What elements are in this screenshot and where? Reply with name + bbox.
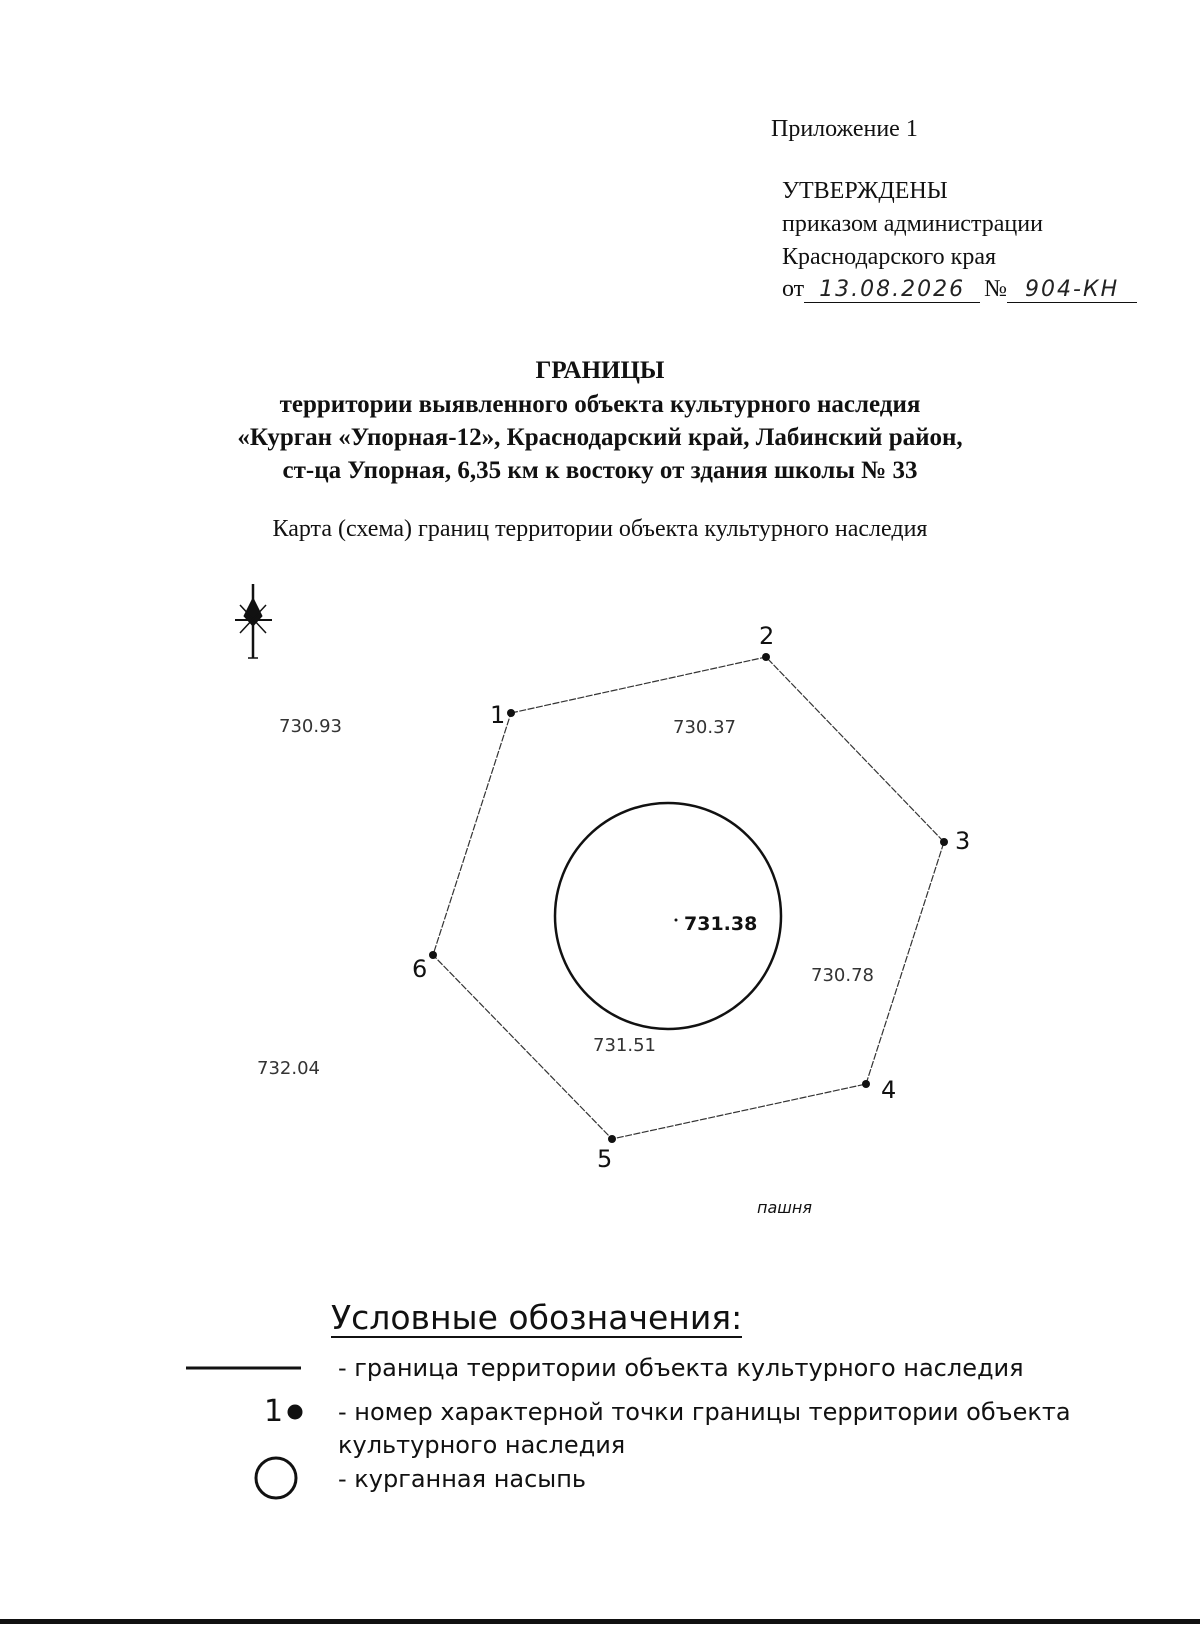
- land-use-label: пашня: [757, 1198, 812, 1217]
- elevation-nw: 730.93: [279, 716, 342, 737]
- legend-mound-text: - курганная насыпь: [338, 1465, 587, 1493]
- elevation-top: 730.37: [673, 717, 736, 738]
- number-prefix: №: [984, 276, 1008, 302]
- point-label-4: 4: [881, 1076, 897, 1104]
- legend-point-dot: [288, 1405, 303, 1420]
- elevation-bottom: 731.51: [593, 1035, 656, 1056]
- center-elevation-dot: [675, 919, 678, 922]
- point-label-2: 2: [759, 622, 775, 650]
- title-line-1: территории выявленного объекта культурного наследия: [279, 391, 921, 418]
- boundary-point-4: [862, 1080, 870, 1088]
- point-label-6: 6: [412, 955, 428, 983]
- point-label-3: 3: [955, 827, 971, 855]
- elevation-sw: 732.04: [257, 1058, 320, 1079]
- document-title: ГРАНИЦЫ: [535, 357, 665, 384]
- legend-point-text-2: культурного наследия: [338, 1431, 626, 1459]
- appendix-label: Приложение 1: [771, 116, 918, 142]
- handwritten-date: 13.08.2026: [819, 277, 966, 302]
- boundary-point-5: [608, 1135, 616, 1143]
- north-arrow-icon: [235, 584, 272, 658]
- scan-edge-bar: [0, 1619, 1200, 1624]
- date-prefix: от: [782, 276, 805, 302]
- legend-title: Условные обозначения:: [331, 1298, 743, 1337]
- title-line-3: ст-ца Упорная, 6,35 км к востоку от здания школы № 33: [282, 457, 918, 484]
- legend-point-text-1: - номер характерной точки границы территории объекта: [338, 1398, 1071, 1426]
- elevation-center: 731.38: [684, 913, 758, 935]
- approved-label: УТВЕРЖДЕНЫ: [782, 178, 948, 204]
- legend-point-number: 1: [264, 1394, 284, 1429]
- boundary-point-2: [762, 653, 770, 661]
- legend-boundary-text: - граница территории объекта культурного наследия: [338, 1354, 1024, 1382]
- point-label-1: 1: [490, 701, 506, 729]
- point-label-5: 5: [597, 1145, 613, 1173]
- boundary-point-3: [940, 838, 948, 846]
- elevation-right: 730.78: [811, 965, 874, 986]
- handwritten-number: 904-КН: [1025, 277, 1120, 302]
- order-line-1: приказом администрации: [782, 211, 1043, 237]
- map-caption: Карта (схема) границ территории объекта культурного наследия: [272, 516, 928, 542]
- title-line-2: «Курган «Упорная-12», Краснодарский край, Лабинский район,: [237, 424, 963, 451]
- boundary-point-1: [507, 709, 515, 717]
- order-line-2: Краснодарского края: [782, 244, 997, 270]
- boundary-point-6: [429, 951, 437, 959]
- legend-mound-icon: [256, 1458, 296, 1498]
